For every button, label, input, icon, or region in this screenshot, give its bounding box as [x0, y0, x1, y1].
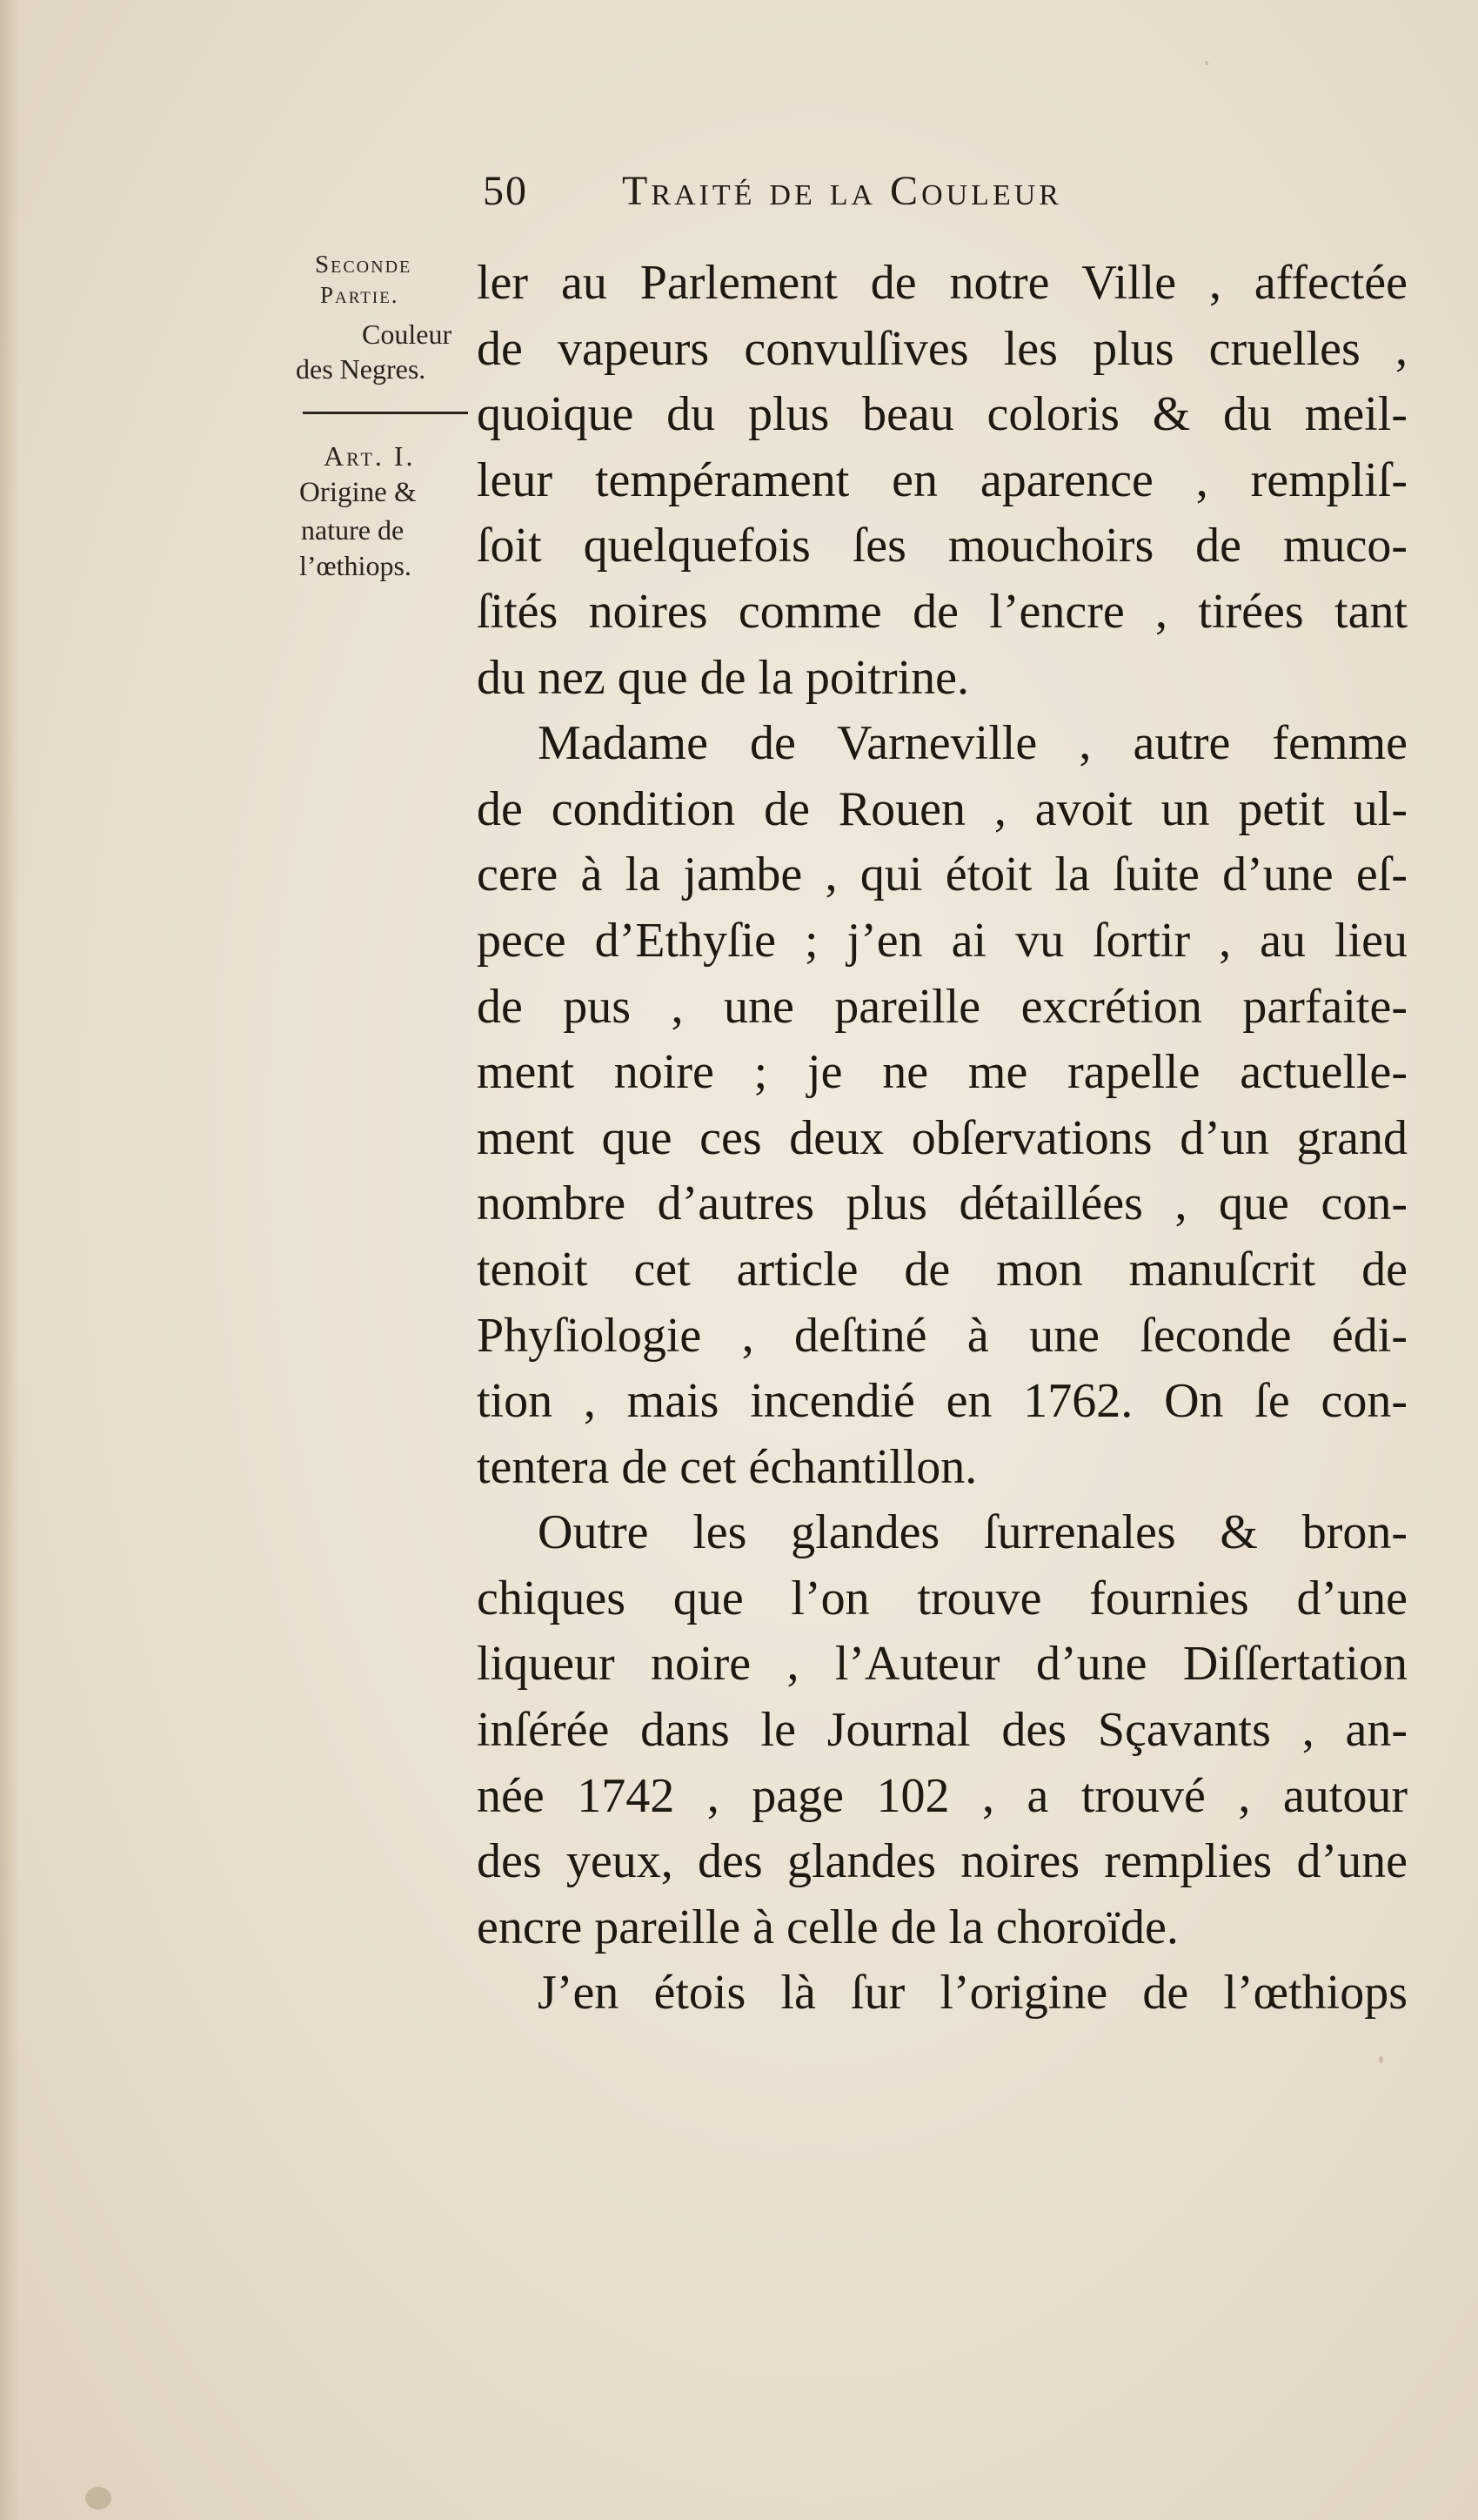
text-line: tion , mais incendié en 1762. On ſe con- [477, 1374, 1408, 1429]
text-line: tenoit cet article de mon manuſcrit de [477, 1242, 1408, 1297]
text-line: de pus , une pareille excrétion parfaite- [477, 979, 1408, 1034]
text-line: ler au Parlement de notre Ville , affectée [477, 256, 1408, 310]
page-left-edge [0, 0, 19, 2520]
paper-foxing-spot [1205, 61, 1208, 65]
page-number: 50 [483, 168, 528, 214]
text-line: chiques que l’on trouve fournies d’une [477, 1571, 1408, 1625]
text-line: encre pareille à celle de la choroïde. [477, 1900, 1179, 1954]
text-line: de condition de Rouen , avoit un petit ul- [477, 781, 1408, 836]
text-line: J’en étois là ſur l’origine de l’œthiops [538, 1966, 1408, 2021]
text-line: Outre les glandes ſurrenales & bron- [538, 1505, 1408, 1560]
text-line: pece d’Ethyſie ; j’en ai vu ſortir , au lieu [477, 913, 1408, 968]
text-line: ment noire ; je ne me rapelle actuelle- [477, 1045, 1408, 1100]
running-header [483, 167, 1353, 237]
margin-note-des-negres: des Negres. [296, 353, 426, 385]
running-title: Traité de la Couleur [622, 168, 1062, 214]
text-line: de vapeurs convulſives les plus cruelles , [477, 321, 1408, 376]
text-line: cere à la jambe , qui étoit la ſuite d’une eſ- [477, 848, 1408, 902]
margin-note-seconde: Seconde [315, 251, 412, 278]
text-line: liqueur noire , l’Auteur d’une Diſſertation [477, 1637, 1408, 1692]
margin-note-partie: Partie. [320, 282, 399, 308]
paper-foxing-spot [85, 2487, 111, 2510]
text-line: nombre d’autres plus détaillées , que con- [477, 1176, 1408, 1231]
text-line: des yeux, des glandes noires remplies d’une [477, 1834, 1408, 1889]
paragraph-1 [477, 251, 1408, 711]
body-text [477, 251, 1408, 2027]
text-line: ſités noires comme de l’encre , tirées tant [477, 584, 1408, 639]
margin-note-origine: Origine & [299, 477, 417, 508]
text-line: Madame de Varneville , autre femme [538, 716, 1408, 771]
text-line: née 1742 , page 102 , a trouvé , autour [477, 1768, 1408, 1823]
margin-note-couleur: Couleur [362, 318, 452, 350]
paper-foxing-spot [1379, 2056, 1383, 2063]
margin-note-loethiops: l’œthiops. [299, 550, 411, 581]
text-line: ment que ces deux obſervations d’un grand [477, 1110, 1408, 1165]
text-line: du nez que de la poitrine. [477, 650, 970, 705]
paragraph-3 [477, 1500, 1408, 1960]
text-line: tentera de cet échantillon. [477, 1439, 978, 1494]
text-line: leur tempérament en aparence , rempliſ- [477, 452, 1408, 507]
text-line: quoique du plus beau coloris & du meil- [477, 387, 1408, 442]
paragraph-4 [477, 1960, 1408, 2027]
text-line: inſérée dans le Journal des Sçavants , an- [477, 1703, 1408, 1758]
paragraph-2 [477, 711, 1408, 1500]
text-line: Phyſiologie , deſtiné à une ſeconde édi- [477, 1308, 1408, 1363]
margin-note-nature: nature de [301, 514, 405, 546]
text-line: ſoit quelquefois ſes mouchoirs de muco- [477, 519, 1408, 573]
margin-divider [303, 412, 468, 414]
margin-note-article: Art. I. [324, 440, 416, 472]
